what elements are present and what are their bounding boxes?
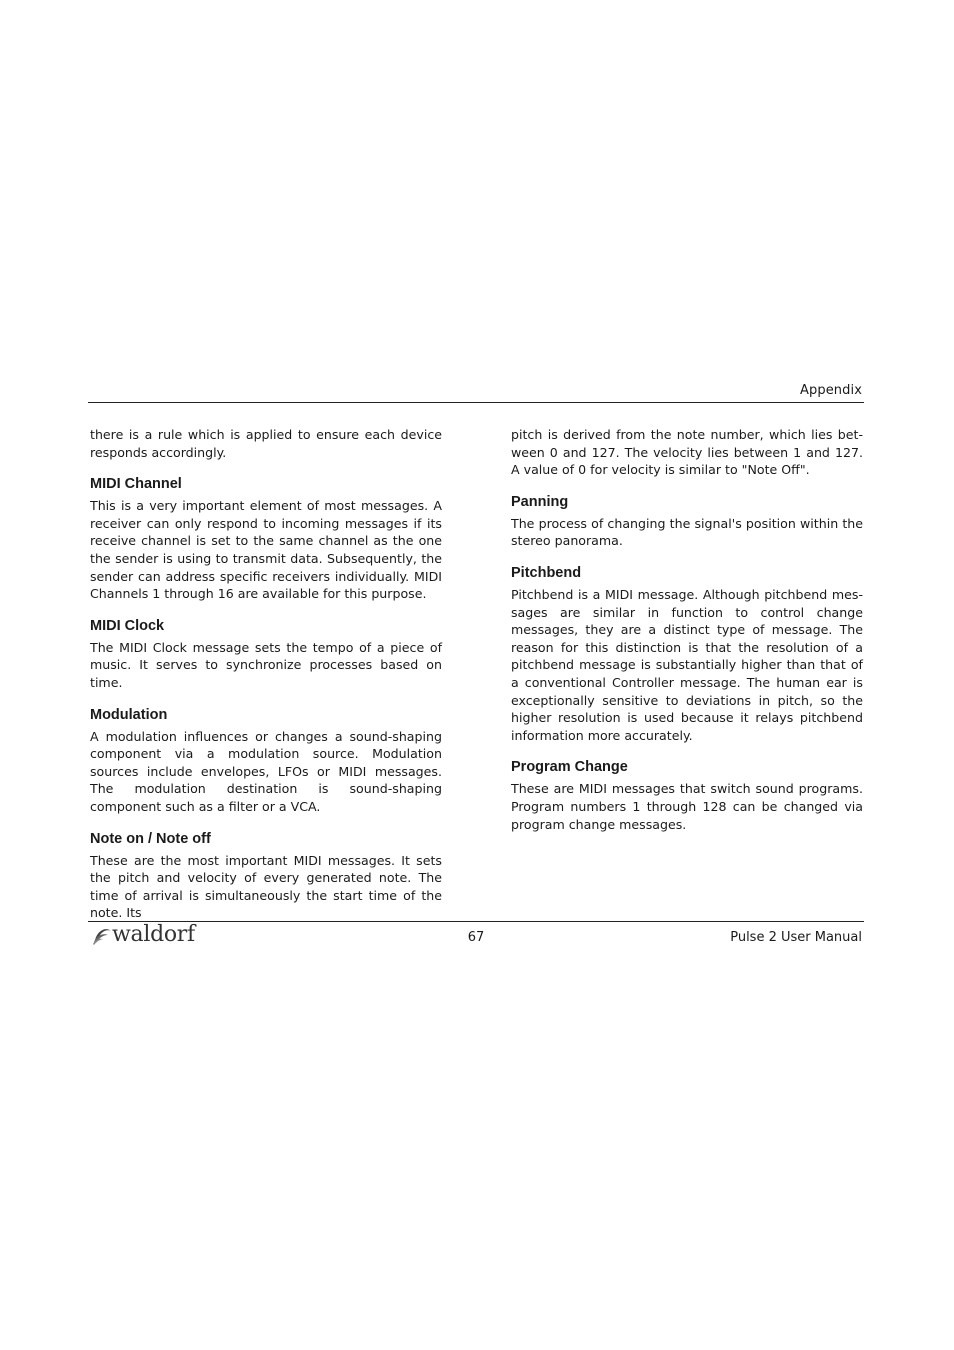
left-intro-paragraph: there is a rule which is applied to ensure each device responds accordingly.: [90, 427, 442, 460]
header-section-title: Appendix: [800, 383, 862, 398]
page-header: [88, 380, 864, 403]
section-body: The process of changing the signal's position within the stereo panorama.: [511, 515, 863, 549]
section-heading: Modulation: [90, 706, 168, 723]
section-heading: Note on / Note off: [90, 830, 211, 847]
section-body: These are the most important MIDI messages. It sets the pitch and velocity of every generated note. The time of arrival is simultaneously the start time of the note. Its: [90, 852, 442, 921]
section-midi-clock: [90, 617, 442, 692]
section-program-change: [511, 758, 863, 833]
manual-title: Pulse 2 User Manual: [730, 930, 862, 945]
section-heading: MIDI Clock: [90, 617, 165, 634]
section-body: A modulation influences or changes a sound-shaping component via a modulation source. Modulation sources include envelopes, LFOs or MIDI messages. The modulation destination is sound-shaping component such as a filter or a VCA.: [90, 728, 442, 814]
section-pitchbend: [511, 564, 863, 744]
left-column: [90, 426, 442, 922]
right-intro-paragraph: pitch is derived from the note number, which lies between 0 and 127. The velocity lies between 1 and 127. A value of 0 for velocity is similar to "Note Off".: [511, 427, 863, 478]
section-note-on-off: [90, 830, 442, 922]
page-number: 67: [467, 930, 485, 945]
section-heading: Panning: [511, 493, 569, 510]
logo-wordmark: waldorf: [112, 922, 195, 947]
section-body: These are MIDI messages that switch sound programs. Program numbers 1 through 128 can be changed via program change messages.: [511, 781, 863, 832]
section-body: Pitchbend is a MIDI message. Although pitchbend messages are similar in function to control change messages, they are a distinct type of message. The reason for this distinction is that the resolution of a pitchbend message is substantially higher than that of a conventional Controller message. The human ear is exceptionally sensitive to deviations in pitch, so the higher resolution is used because it relays pitchbend information more accurately.: [511, 586, 863, 743]
section-heading: MIDI Channel: [90, 476, 182, 493]
section-body: This is a very important element of most messages. A receiver can only respond to incoming messages if its receive channel is set to the same channel as the one the sender is using to transmit data. Subsequently, the sender can address specific receivers individually. MIDI Channels 1 through 16 are available for this purpose.: [90, 498, 442, 602]
section-panning: [511, 493, 863, 550]
section-heading: Program Change: [511, 759, 628, 776]
section-midi-channel: [90, 475, 442, 603]
page-footer: [88, 921, 864, 952]
right-column: [511, 426, 863, 833]
section-modulation: [90, 706, 442, 816]
section-heading: Pitchbend: [511, 564, 582, 581]
section-body: The MIDI Clock message sets the tempo of a piece of music. It serves to synchronize processes based on time.: [90, 639, 442, 690]
